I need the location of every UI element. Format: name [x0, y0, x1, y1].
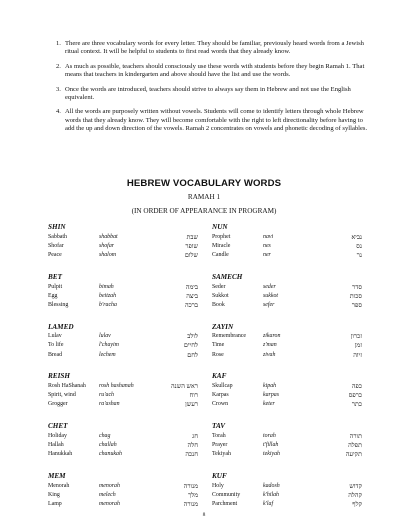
vocabulary-row: [212, 301, 362, 310]
instruction-item: [56, 86, 374, 103]
vocabulary-row: [48, 351, 198, 360]
vocabulary-row: [48, 233, 198, 242]
letter-group: [212, 372, 362, 409]
transliteration: seder: [263, 283, 276, 290]
transliteration: menorah: [99, 482, 120, 489]
vocabulary-row: [212, 482, 362, 491]
english-word: Egg: [48, 292, 58, 299]
hebrew-word: לחם: [187, 351, 198, 359]
vocabulary-row: [212, 341, 362, 350]
transliteration: ra'ashan: [99, 401, 120, 408]
instruction-number: 3.: [56, 85, 61, 93]
transliteration: bimah: [99, 283, 114, 290]
letter-group: [48, 323, 198, 360]
letter-group: [212, 472, 362, 509]
english-word: Prayer: [212, 441, 228, 448]
english-word: Holiday: [48, 432, 67, 439]
english-word: Miracle: [212, 242, 231, 249]
vocabulary-row: [212, 292, 362, 301]
vocabulary-row: [48, 491, 198, 500]
page-number: 8: [202, 512, 206, 518]
english-word: Seder: [212, 283, 226, 290]
english-word: Spirit, wind: [48, 392, 76, 399]
english-word: Community: [212, 491, 241, 498]
transliteration: k'laf: [263, 500, 274, 507]
vocabulary-row: [212, 491, 362, 500]
hebrew-word: רוח: [189, 392, 198, 400]
hebrew-word: תורה: [349, 432, 362, 440]
english-word: Candle: [212, 252, 229, 259]
hebrew-word: נס: [356, 242, 362, 250]
instruction-text: All the words are purposely written without vowels. Students will come to identify letters through whole Hebrew words that they already know. They will become comfortable with the right to left directionality before having to add the up and down direction of the vowels. Ramah 2 concentrates on vowels and phonetic decoding of syllables.: [65, 108, 368, 132]
transliteration: b'racha: [99, 301, 117, 308]
vocabulary-row: [48, 400, 198, 409]
letter-group: [48, 372, 198, 409]
english-word: Sabbath: [48, 233, 67, 240]
vocabulary-row: [212, 382, 362, 391]
letter-group: [212, 273, 362, 310]
vocabulary-row: [48, 432, 198, 441]
english-word: Hallah: [48, 441, 64, 448]
vocabulary-column-right: [212, 223, 362, 522]
vocabulary-row: [212, 242, 362, 251]
hebrew-word: סכות: [349, 292, 362, 300]
vocabulary-row: [48, 441, 198, 450]
letter-group: [212, 422, 362, 459]
english-word: Sukkot: [212, 292, 229, 299]
vocabulary-row: [212, 432, 362, 441]
vocabulary-row: [48, 482, 198, 491]
instruction-item: [56, 108, 374, 133]
transliteration: ner: [263, 252, 271, 259]
vocabulary-row: [48, 332, 198, 341]
hebrew-word: בימה: [185, 283, 198, 291]
english-word: Grogger: [48, 401, 68, 408]
letter-name: KUF: [212, 471, 227, 480]
english-word: Crown: [212, 401, 229, 408]
english-word: Time: [212, 342, 225, 349]
vocabulary-row: [212, 441, 362, 450]
vocabulary-row: [212, 332, 362, 341]
transliteration: l'chayim: [99, 342, 119, 349]
vocabulary-row: [48, 450, 198, 459]
letter-name: SAMECH: [212, 272, 243, 281]
vocabulary-row: [48, 341, 198, 350]
instructions-list: [56, 40, 374, 139]
english-word: Prophet: [212, 233, 231, 240]
hebrew-word: קדוש: [349, 482, 362, 490]
letter-group: [212, 223, 362, 260]
transliteration: tekiyah: [263, 451, 281, 458]
vocabulary-row: [48, 500, 198, 509]
hebrew-word: זכרון: [350, 333, 362, 341]
instruction-item: [56, 63, 374, 80]
vocabulary-row: [48, 382, 198, 391]
english-word: Karpas: [212, 392, 229, 399]
page-subtitle-order: (IN ORDER OF APPEARANCE IN PROGRAM): [131, 207, 277, 215]
transliteration: challah: [99, 441, 117, 448]
instruction-text: Once the words are introduced, teachers should strive to always say them in Hebrew and not use the English equivalent.: [65, 85, 351, 101]
hebrew-word: שבת: [186, 233, 198, 241]
english-word: Holy: [212, 482, 224, 489]
vocabulary-row: [212, 233, 362, 242]
letter-name: NUN: [212, 223, 228, 231]
vocabulary-row: [212, 400, 362, 409]
transliteration: sukkot: [263, 292, 279, 299]
instruction-number: 2.: [56, 62, 61, 70]
letter-name: MEM: [48, 471, 66, 480]
transliteration: sefer: [263, 301, 275, 308]
english-word: King: [48, 491, 60, 498]
vocabulary-row: [48, 391, 198, 400]
letter-name: SHIN: [48, 223, 66, 231]
hebrew-word: כתר: [351, 401, 362, 409]
hebrew-word: רעשן: [185, 401, 198, 409]
hebrew-word: סדר: [352, 283, 362, 291]
hebrew-word: חלה: [187, 441, 198, 449]
english-word: Shofar: [48, 242, 64, 249]
transliteration: zivah: [263, 351, 276, 358]
letter-group: [48, 273, 198, 310]
english-word: Rose: [212, 351, 224, 358]
hebrew-word: זיוה: [353, 351, 362, 359]
transliteration: t'fillah: [263, 441, 279, 448]
vocabulary-row: [48, 301, 198, 310]
instruction-text: There are three vocabulary words for every letter. They should be familiar, previously heard words from a Jewish ritual context. It will be helpful to students to first read words that they already know.: [65, 40, 364, 56]
instruction-number: 1.: [56, 40, 61, 47]
transliteration: keter: [263, 401, 275, 408]
hebrew-word: לחיים: [183, 342, 198, 350]
hebrew-word: ראש השנה: [170, 383, 198, 391]
transliteration: zikaron: [263, 333, 281, 340]
vocabulary-row: [212, 351, 362, 360]
page-subtitle: RAMAH 1: [187, 193, 221, 201]
hebrew-word: מנורה: [183, 500, 198, 508]
page-title: HEBREW VOCABULARY WORDS: [126, 178, 282, 189]
transliteration: shabbat: [99, 233, 118, 240]
hebrew-word: שלום: [184, 252, 198, 260]
vocabulary-row: [212, 500, 362, 509]
transliteration: kadosh: [263, 482, 280, 489]
transliteration: shofar: [99, 242, 115, 249]
hebrew-word: כפה: [351, 383, 362, 391]
english-word: Remembrance: [212, 333, 247, 340]
english-word: Rosh HaShanah: [48, 383, 86, 390]
transliteration: lulav: [99, 333, 111, 340]
instruction-number: 4.: [56, 108, 61, 116]
transliteration: navi: [263, 233, 274, 240]
transliteration: rosh hashanah: [99, 383, 134, 390]
transliteration: ru'ach: [99, 392, 115, 399]
vocabulary-row: [212, 391, 362, 400]
transliteration: karpas: [263, 392, 280, 399]
vocabulary-row: [48, 292, 198, 301]
hebrew-word: מלך: [188, 491, 198, 499]
english-word: Skullcap: [212, 383, 233, 390]
transliteration: beitzah: [99, 292, 117, 299]
letter-group: [212, 323, 362, 360]
hebrew-word: לולב: [187, 333, 198, 341]
letter-name: LAMED: [48, 322, 74, 331]
hebrew-word: ביצה: [186, 292, 198, 300]
vocabulary-row: [212, 251, 362, 260]
english-word: Torah: [212, 432, 226, 439]
letter-name: BET: [48, 272, 62, 281]
transliteration: chanukah: [99, 451, 122, 458]
transliteration: menorah: [99, 500, 120, 507]
english-word: Menorah: [48, 482, 70, 489]
english-word: Hanukkah: [48, 451, 73, 458]
english-word: To life: [48, 342, 64, 349]
english-word: Tekiyah: [212, 451, 231, 458]
letter-name: ZAYIN: [212, 322, 234, 331]
letter-name: TAV: [212, 422, 226, 430]
instruction-text: As much as possible, teachers should consciously use these words with students before they begin Ramah 1. That means that teachers in kindergarten and above should have the list and use the words.: [65, 62, 365, 79]
english-word: Lulav: [48, 333, 62, 340]
hebrew-word: תקיעה: [345, 451, 362, 459]
english-word: Pulpit: [48, 283, 63, 290]
transliteration: torah: [263, 432, 276, 439]
hebrew-word: נביא: [351, 233, 362, 241]
transliteration: nes: [263, 242, 271, 249]
vocabulary-row: [212, 283, 362, 292]
vocabulary-row: [48, 251, 198, 260]
hebrew-word: מנורה: [183, 482, 198, 490]
transliteration: kipah: [263, 383, 277, 390]
english-word: Bread: [48, 351, 63, 358]
english-word: Blessing: [48, 301, 69, 308]
hebrew-word: חג: [192, 432, 198, 440]
letter-group: [48, 422, 198, 459]
transliteration: k'hilah: [263, 491, 279, 498]
english-word: Peace: [48, 252, 62, 259]
english-word: Lamp: [48, 500, 62, 507]
letter-group: [48, 472, 198, 509]
hebrew-word: קלף: [352, 500, 362, 508]
hebrew-word: כרפס: [348, 392, 362, 400]
hebrew-word: תפלה: [348, 441, 362, 449]
hebrew-word: ספר: [351, 301, 362, 309]
english-word: Book: [212, 301, 225, 308]
hebrew-word: נר: [356, 252, 362, 260]
transliteration: melech: [99, 491, 116, 498]
letter-name: REISH: [48, 372, 70, 381]
hebrew-word: שופר: [185, 242, 198, 250]
hebrew-word: חנכה: [185, 451, 198, 459]
instruction-item: [56, 40, 374, 57]
transliteration: z'man: [263, 342, 277, 349]
hebrew-word: ברכה: [184, 301, 198, 309]
letter-group: [48, 223, 198, 260]
vocabulary-row: [48, 242, 198, 251]
letter-name: KAF: [212, 372, 227, 381]
vocabulary-row: [48, 283, 198, 292]
letter-name: CHET: [48, 422, 68, 430]
english-word: Parchment: [212, 500, 238, 507]
transliteration: lechem: [99, 351, 116, 358]
hebrew-word: קהלה: [348, 491, 362, 499]
vocabulary-column-left: [48, 223, 198, 522]
hebrew-word: זמן: [354, 342, 362, 350]
transliteration: chag: [99, 432, 111, 439]
vocabulary-row: [212, 450, 362, 459]
transliteration: shalom: [99, 252, 117, 259]
